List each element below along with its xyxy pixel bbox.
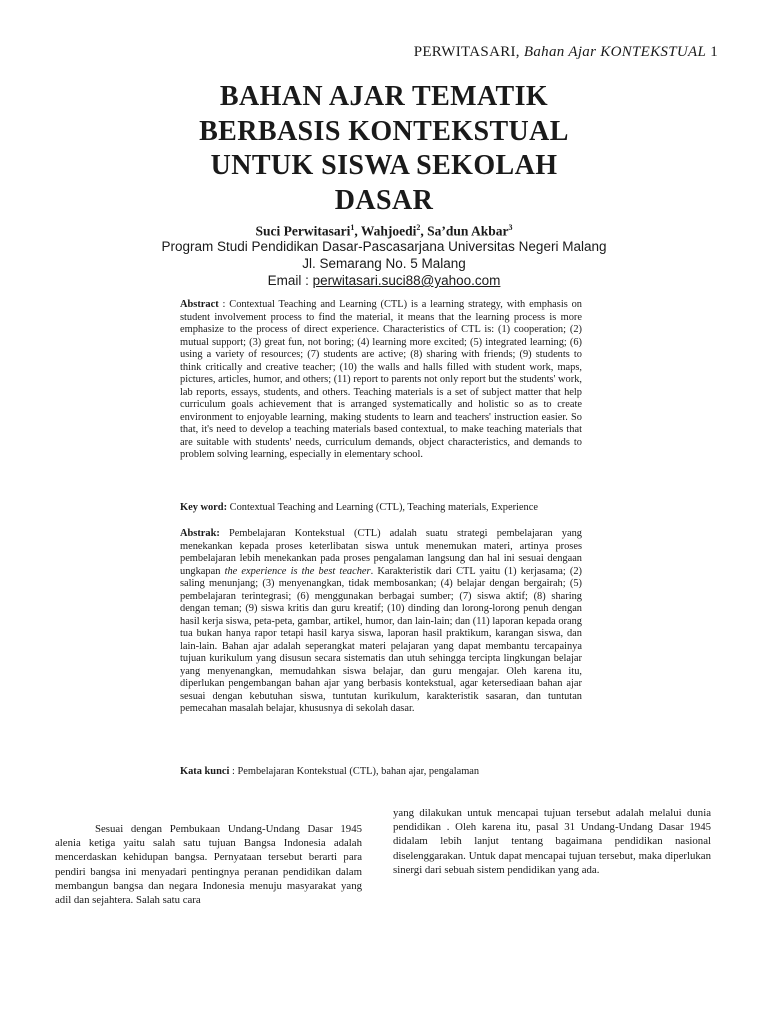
title-line-4: DASAR <box>334 184 434 216</box>
author-name: Wahjoedi <box>360 223 417 239</box>
author-name: Suci Perwitasari <box>255 223 351 239</box>
kata-kunci-label: Kata kunci <box>180 766 230 777</box>
abstract-indonesian <box>180 528 582 716</box>
abstrak-label: Abstrak: <box>180 528 220 539</box>
page-number: 1 <box>710 44 718 60</box>
running-head <box>414 44 718 61</box>
author-separator: , <box>420 223 428 239</box>
keywords-text: Contextual Teaching and Learning (CTL), Teaching materials, Experience <box>227 502 538 513</box>
author-list <box>170 223 598 240</box>
author-name: Sa’dun Akbar <box>427 223 509 239</box>
abstract-text: : Contextual Teaching and Learning (CTL) is a learning strategy, with emphasis on student involvement process to find the material, it means that the learning process is more emphasize to the process of direct experience. Characteristics of CTL is: (1) cooperation; (2) mutual support; (3) great fun, not boring; (4) learning more excited; (5) integrated learning; (6) using a variety of resources; (7) students are active; (8) sharing with friends; (9) students to think critically and creative teacher; (10) the walls and halls filled with student work, maps, pictures, articles, humor, and others; (11) report to parents not only report but the students' work, lab reports, essays, students, and others. Teaching materials is a set of subject matter that help curriculum goals achievement that is arranged systematically and holistic so as to create environment to enjoyable learning, making students to learn and teachers' instruction easier. So that, it's need to develop a teaching materials based contextual, to make teaching materials that are suitable with students' needs, curriculum demands, object characteristics, and demands to problem solving learning, especially in elementary school. <box>180 299 582 460</box>
abstract-english <box>180 299 582 462</box>
title-line-2: BERBASIS KONTEKSTUAL <box>199 115 569 147</box>
paper-title <box>150 80 618 218</box>
title-line-1: BAHAN AJAR TEMATIK <box>219 81 549 112</box>
email-label: Email : <box>267 273 313 288</box>
affiliation-address: Jl. Semarang No. 5 Malang <box>302 256 466 271</box>
keywords-indonesian <box>180 766 582 779</box>
affiliation-email <box>130 273 638 288</box>
kata-kunci-text: : Pembelajaran Kontekstual (CTL), bahan ajar, pengalaman <box>231 766 480 777</box>
author-separator: , <box>354 223 361 239</box>
abstract-label: Abstract <box>180 299 219 310</box>
body-column-left: Sesuai dengan Pembukaan Undang-Undang Dasar 1945 alenia ketiga yaitu salah satu tujuan Bangsa Indonesia adalah mencerdaskan kehidupan bangsa. Pernyataan tersebut berarti para pendiri bangsa ini menyadari pentingnya peranan pendidikan dalam membangun bangsa dan negara Indonesia menuju masyarakat yang adil dan sejahtera. Salah satu cara <box>55 823 362 907</box>
title-line-3: UNTUK SISWA SEKOLAH <box>210 150 558 181</box>
author-affil-marker: 3 <box>508 223 513 232</box>
abstrak-italic-quote: the experience is the best teacher <box>224 565 371 577</box>
abstrak-text: Pembelajaran Kontekstual (CTL) adalah suatu strategi pembelajaran yang menekankan kepada proses keterlibatan siswa untuk menemukan materi, artinya proses pembelajaran lebih menekankan pada proses pengalaman langsung dan hal ini sesuai dengaan ungkapan <box>180 528 582 577</box>
body-column-right: yang dilakukan untuk mencapai tujuan tersebut adalah melalui dunia pendidikan . Oleh karena itu, pasal 31 Undang-Undang Dasar 1945 didalam lebih lanjut tentang bagaimana pendidikan nasional diselenggarakan. Untuk dapat mencapai tujuan tersebut, maka diperlukan sinergi dari sebuah sistem pendidikan yang ada. <box>393 807 711 876</box>
keywords-label: Key word: <box>180 502 228 513</box>
email-link[interactable]: perwitasari.suci88@yahoo.com <box>312 273 501 288</box>
keywords-english <box>180 502 582 515</box>
affiliation-institution: Program Studi Pendidikan Dasar-Pascasarjana Universitas Negeri Malang <box>161 239 607 254</box>
running-head-author: PERWITASARI, <box>413 44 520 60</box>
author-affil-marker: 2 <box>416 223 421 232</box>
author-affil-marker: 1 <box>350 223 355 232</box>
abstrak-text: . Karakteristik dari CTL yaitu (1) kerjasama; (2) saling menunjang; (3) menyenangkan, tidak membosankan; (4) belajar dengan bergairah; (5) pembelajaran terintegrasi; (6) menggunakan berbagai sumber; (7) siswa aktif; (8) sharing dengan teman; (9) siswa kritis dan guru kreatif; (10) dinding dan lorong-lorong penuh dengan hasil kerja siswa, peta-peta, gambar, artikel, humor, dan lain-lain; dan (11) laporan kepada orang tua bukan hanya rapor tetapi hasil karya siswa, laporan hasil praktikum, karangan siswa, dan lain-lain. Bahan ajar adalah seperangkat materi pelajaran yang dapat membantu tercapainya tujuan kurikulum yang disusun secara sistematis dan utuh sehingga tercipta lingkungan belajar yang menyenangkan, memudahkan siswa belajar, dan guru mengajar. Oleh karena itu, diperlukan pengembangan bahan ajar yang berbasis kontekstual, agar ketersediaan bahan ajar sesuai dengan kebutuhan siswa, tuntutan kurikulum, karakteristik sasaran, dan tuntutan pemecahan masalah belajar, khususnya di sekolah dasar. <box>180 565 582 714</box>
running-head-title: Bahan Ajar KONTEKSTUAL <box>523 44 707 60</box>
